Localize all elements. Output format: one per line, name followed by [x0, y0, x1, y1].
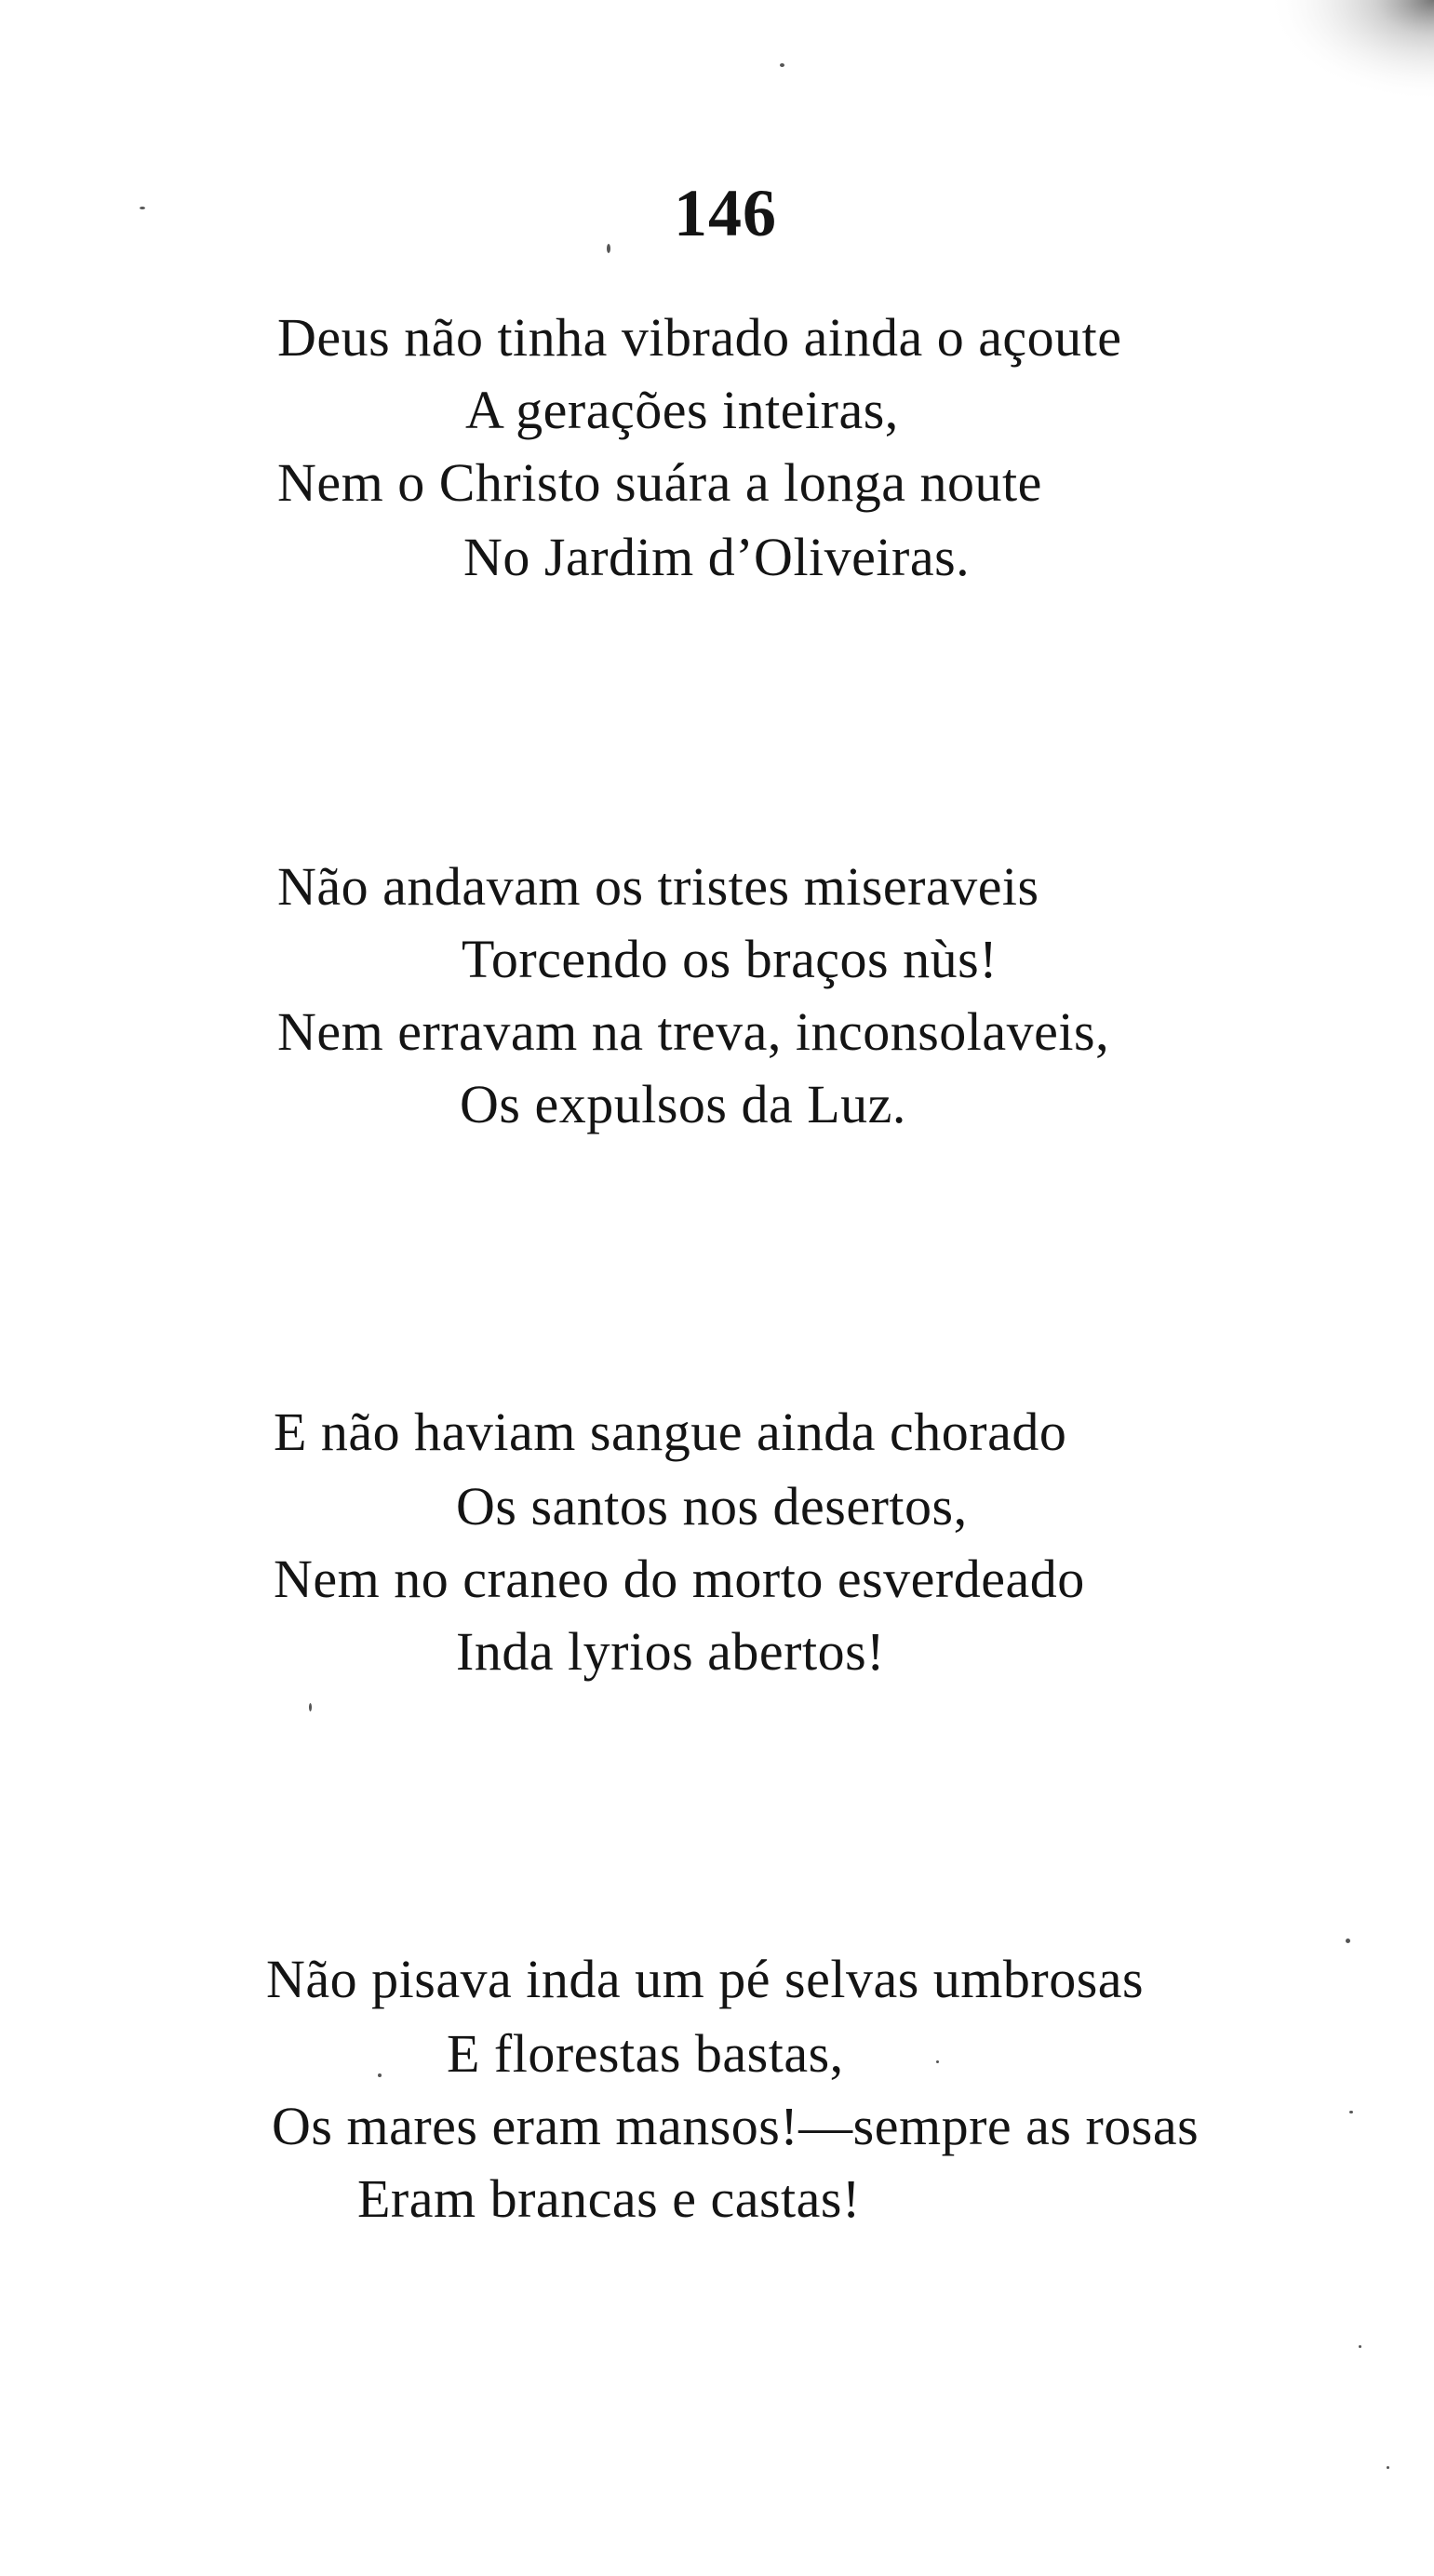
scan-speck — [1387, 2466, 1389, 2469]
scan-speck — [780, 63, 784, 67]
verse-line: No Jardim d’Oliveiras. — [463, 527, 971, 587]
verse-line: Torcendo os braços nùs! — [462, 929, 998, 989]
verse-line: Os mares eram mansos!—sempre as rosas — [272, 2096, 1199, 2156]
scan-speck — [936, 2060, 939, 2063]
verse-line: A gerações inteiras, — [465, 380, 899, 440]
verse-line: Deus não tinha vibrado ainda o açoute — [277, 307, 1122, 368]
scan-speck — [1346, 1939, 1350, 1943]
scan-speck — [1349, 2111, 1353, 2113]
verse-line: Os expulsos da Luz. — [460, 1074, 906, 1134]
scan-speck — [1359, 2345, 1361, 2348]
scan-stain — [1266, 0, 1434, 102]
verse-line: E não haviam sangue ainda chorado — [274, 1402, 1067, 1462]
verse-line: Nem erravam na treva, inconsolaveis, — [277, 1001, 1110, 1062]
verse-line: Eram brancas e castas! — [357, 2168, 861, 2229]
verse-line: Inda lyrios abertos! — [456, 1621, 885, 1682]
scan-speck — [309, 1703, 312, 1711]
page-number: 146 — [674, 176, 777, 250]
verse-line: E florestas bastas, — [447, 2023, 844, 2084]
scan-speck — [378, 2073, 382, 2077]
verse-line: Nem o Christo suára a longa noute — [277, 452, 1042, 513]
verse-line: Não andavam os tristes miseraveis — [277, 856, 1039, 917]
verse-line: Nem no craneo do morto esverdeado — [274, 1549, 1085, 1609]
verse-line: Não pisava inda um pé selvas umbrosas — [266, 1949, 1145, 2009]
verse-line: Os santos nos desertos, — [456, 1476, 968, 1536]
